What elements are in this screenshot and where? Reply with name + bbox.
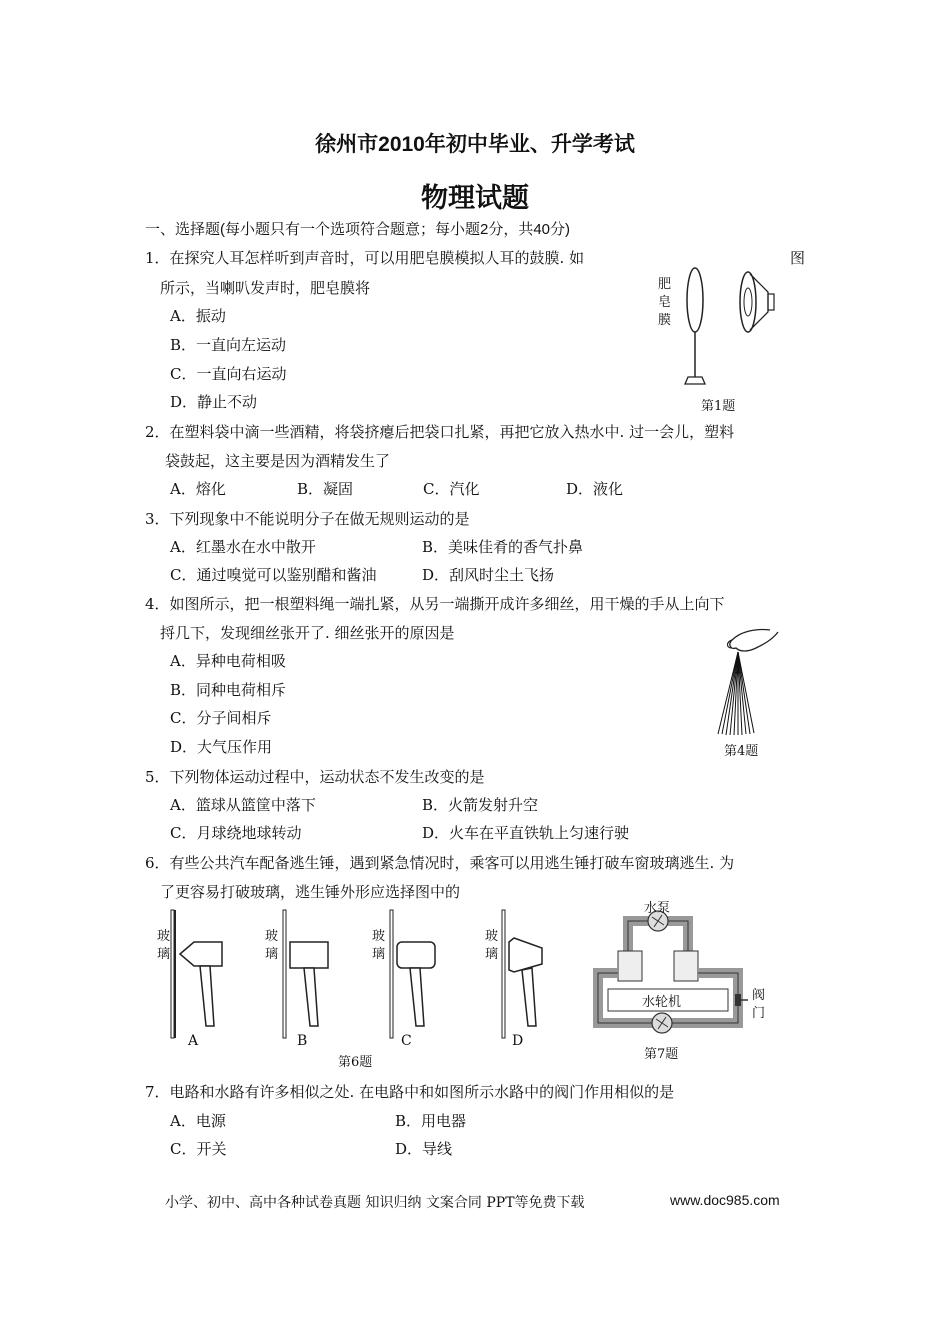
- soap-film-label: 肥 皂 膜: [658, 277, 672, 328]
- q7-figure: [588, 895, 788, 1065]
- q4-option-c: C．分子间相斥: [170, 709, 272, 727]
- hammer-letter-b: B: [297, 1033, 308, 1049]
- q6-stem-line1: 6．有些公共汽车配备逃生锤，遇到紧急情况时，乘客可以用逃生锤打破车窗玻璃逃生. 为: [145, 854, 735, 872]
- q4-stem-line2: 捋几下，发现细丝张开了. 细丝张开的原因是: [160, 624, 455, 642]
- q5-option-c: C．月球绕地球转动: [170, 824, 302, 842]
- q1-stem-tail: 图: [790, 249, 806, 267]
- q7-option-a: A．电源: [170, 1112, 226, 1130]
- q7-option-c: C．开关: [170, 1140, 227, 1158]
- soap-film-and-speaker-drawing: [650, 262, 790, 392]
- q1-stem-line1: 1．在探究人耳怎样听到声音时，可以用肥皂膜模拟人耳的鼓膜. 如: [145, 249, 585, 267]
- q6-figure: [150, 908, 550, 1068]
- q2-option-c: C．汽化: [423, 480, 480, 498]
- q7-option-d: D．导线: [395, 1140, 453, 1158]
- q1-option-c: C．一直向右运动: [170, 365, 287, 383]
- glass-label-c: 玻 璃: [372, 929, 386, 962]
- hammer-letter-c: C: [401, 1033, 412, 1049]
- q4-figure-caption: 第4题: [724, 744, 759, 759]
- q7-stem: 7．电路和水路有许多相似之处. 在电路中和如图所示水路中的阀门作用相似的是: [145, 1083, 675, 1101]
- q1-stem-line2: 所示，当喇叭发声时，肥皂膜将: [160, 279, 371, 297]
- glass-label-d: 玻 璃: [485, 929, 499, 962]
- q5-option-a: A．篮球从篮筐中落下: [170, 796, 316, 814]
- footer-text: 小学、初中、高中各种试卷真题 知识归纳 文案合同 PPT等免费下载: [165, 1195, 585, 1211]
- q3-option-c: C．通过嗅觉可以鉴别醋和酱油: [170, 566, 377, 584]
- q1-option-d: D．静止不动: [170, 393, 258, 411]
- q2-option-d: D．液化: [566, 480, 624, 498]
- q6-stem-line2: 了更容易打破玻璃，逃生锤外形应选择图中的: [160, 883, 461, 901]
- hammer-letter-a: A: [188, 1033, 199, 1049]
- q4-option-b: B．同种电荷相斥: [170, 681, 287, 699]
- valve-label: 阀 门: [752, 988, 766, 1021]
- q4-option-d: D．大气压作用: [170, 738, 273, 756]
- q2-option-b: B．凝固: [297, 480, 354, 498]
- q3-option-b: B．美味佳肴的香气扑鼻: [422, 538, 584, 556]
- q2-option-a: A．熔化: [170, 480, 226, 498]
- turbine-label: 水轮机: [642, 995, 682, 1010]
- q7-figure-caption: 第7题: [644, 1047, 679, 1062]
- q4-stem-line1: 4．如图所示，把一根塑料绳一端扎紧，从另一端撕开成许多细丝，用干燥的手从上向下: [145, 595, 725, 613]
- q4-figure: [710, 622, 790, 762]
- q1-figure-caption: 第1题: [701, 399, 736, 414]
- q1-option-a: A．振动: [170, 307, 226, 325]
- pump-label: 水泵: [644, 901, 671, 916]
- q3-option-a: A．红墨水在水中散开: [170, 538, 316, 556]
- q5-option-b: B．火箭发射升空: [422, 796, 539, 814]
- q7-option-b: B．用电器: [395, 1112, 467, 1130]
- subject-title: 物理试题: [421, 183, 529, 213]
- glass-label-b: 玻 璃: [265, 929, 279, 962]
- hammer-letter-d: D: [512, 1033, 524, 1049]
- q3-option-d: D．刮风时尘土飞扬: [422, 566, 555, 584]
- q6-figure-caption: 第6题: [338, 1055, 373, 1070]
- q1-figure: [650, 262, 790, 417]
- section-heading: 一、选择题(每小题只有一个选项符合题意；每小题2分，共40分): [145, 221, 571, 238]
- footer-url[interactable]: www.doc985.com: [670, 1192, 780, 1208]
- q2-stem-line1: 2．在塑料袋中滴一些酒精，将袋挤瘪后把袋口扎紧，再把它放入热水中. 过一会儿，塑料: [145, 423, 735, 441]
- q2-stem-line2: 袋鼓起，这主要是因为酒精发生了: [165, 452, 391, 470]
- glass-label-a: 玻 璃: [157, 929, 171, 962]
- q1-option-b: B．一直向左运动: [170, 336, 287, 354]
- q4-option-a: A．异种电荷相吸: [170, 652, 286, 670]
- q5-option-d: D．火车在平直铁轨上匀速行驶: [422, 824, 630, 842]
- hand-and-strands-drawing: [710, 622, 790, 740]
- q3-stem: 3．下列现象中不能说明分子在做无规则运动的是: [145, 510, 470, 528]
- q5-stem: 5．下列物体运动过程中，运动状态不发生改变的是: [145, 768, 485, 786]
- exam-title: 徐州市2010年初中毕业、升学考试: [315, 133, 635, 156]
